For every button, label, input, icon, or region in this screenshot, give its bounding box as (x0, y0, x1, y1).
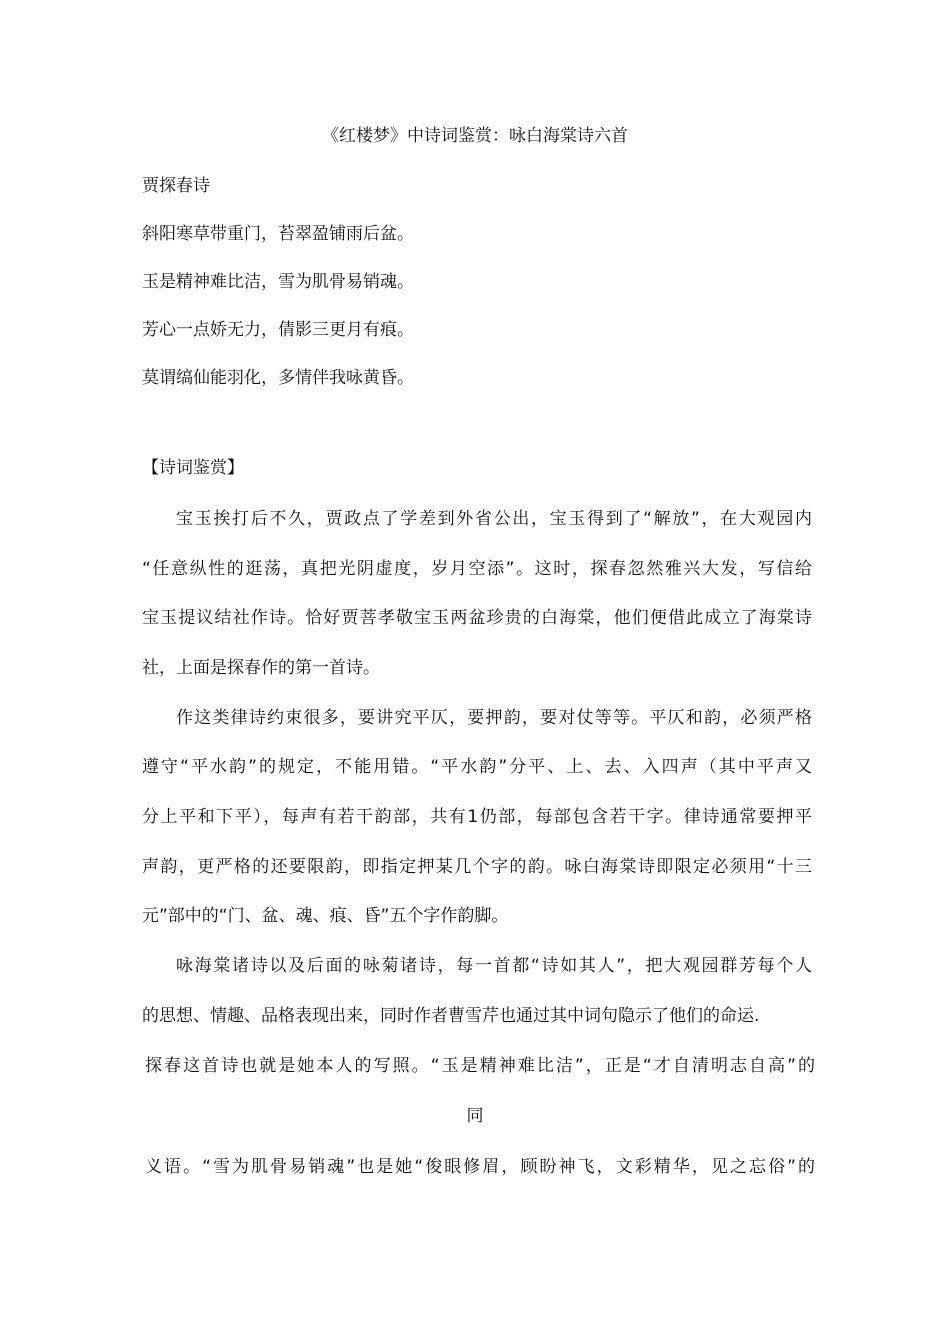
paragraph-line: 的思想、情趣、品格表现出来，同时作者曹雪芹也通过其中词句隐示了他们的命运. (142, 1006, 760, 1026)
paragraph-line: 分上平和下平），每声有若干韵部，共有1仍部，每部包含若干字。律诗通常要押平 (142, 807, 812, 827)
paragraph-line: “任意纵性的逛荡，真把光阴虚度，岁月空添”。这时，探春忽然雅兴大发，写信给 (142, 559, 812, 579)
paragraph-line: 社，上面是探春作的第一首诗。 (142, 658, 380, 678)
paragraph-line: 遵守“平水韵”的规定，不能用错。“平水韵”分平、上、去、入四声（其中平声又 (142, 757, 812, 777)
document-title: 《红楼梦》中诗词鉴赏：咏白海棠诗六首 (322, 126, 628, 146)
poem-verse-line: 斜阳寒草带重门，苔翠盈铺雨后盆。 (142, 224, 414, 244)
poem-author-heading: 贾探春诗 (142, 176, 210, 196)
poem-verse-line: 玉是精神难比洁，雪为肌骨易销魂。 (142, 272, 414, 292)
section-heading: 【诗词鉴赏】 (142, 458, 244, 478)
paragraph-line: 同 (466, 1106, 484, 1126)
paragraph-line: 义语。“雪为肌骨易销魂”也是她“俊眼修眉，顾盼神飞，文彩精华，见之忘俗”的 (145, 1157, 815, 1177)
paragraph-line: 咏海棠诸诗以及后面的咏菊诸诗，每一首都“诗如其人”，把大观园群芳每个人 (176, 956, 812, 976)
paragraph-line: 作这类律诗约束很多，要讲究平仄，要押韵，要对仗等等。平仄和韵，必须严格 (176, 708, 812, 728)
paragraph-line: 宝玉挨打后不久，贾政点了学差到外省公出，宝玉得到了“解放”，在大观园内 (176, 509, 812, 529)
paragraph-line: 宝玉提议结社作诗。恰好贾菩孝敬宝玉两盆珍贵的白海棠，他们便借此成立了海棠诗 (142, 608, 812, 628)
paragraph-line: 声韵，更严格的还要限韵，即指定押某几个字的韵。咏白海棠诗即限定必须用“十三 (142, 857, 812, 877)
poem-verse-line: 芳心一点娇无力，倩影三更月有痕。 (142, 320, 414, 340)
poem-verse-line: 莫谓缟仙能羽化，多情伴我咏黄昏。 (142, 368, 414, 388)
paragraph-line: 元”部中的“门、盆、魂、痕、昏”五个字作韵脚。 (142, 906, 509, 926)
paragraph-line: 探春这首诗也就是她本人的写照。“玉是精神难比洁”，正是“才自清明志自高”的 (145, 1056, 815, 1076)
